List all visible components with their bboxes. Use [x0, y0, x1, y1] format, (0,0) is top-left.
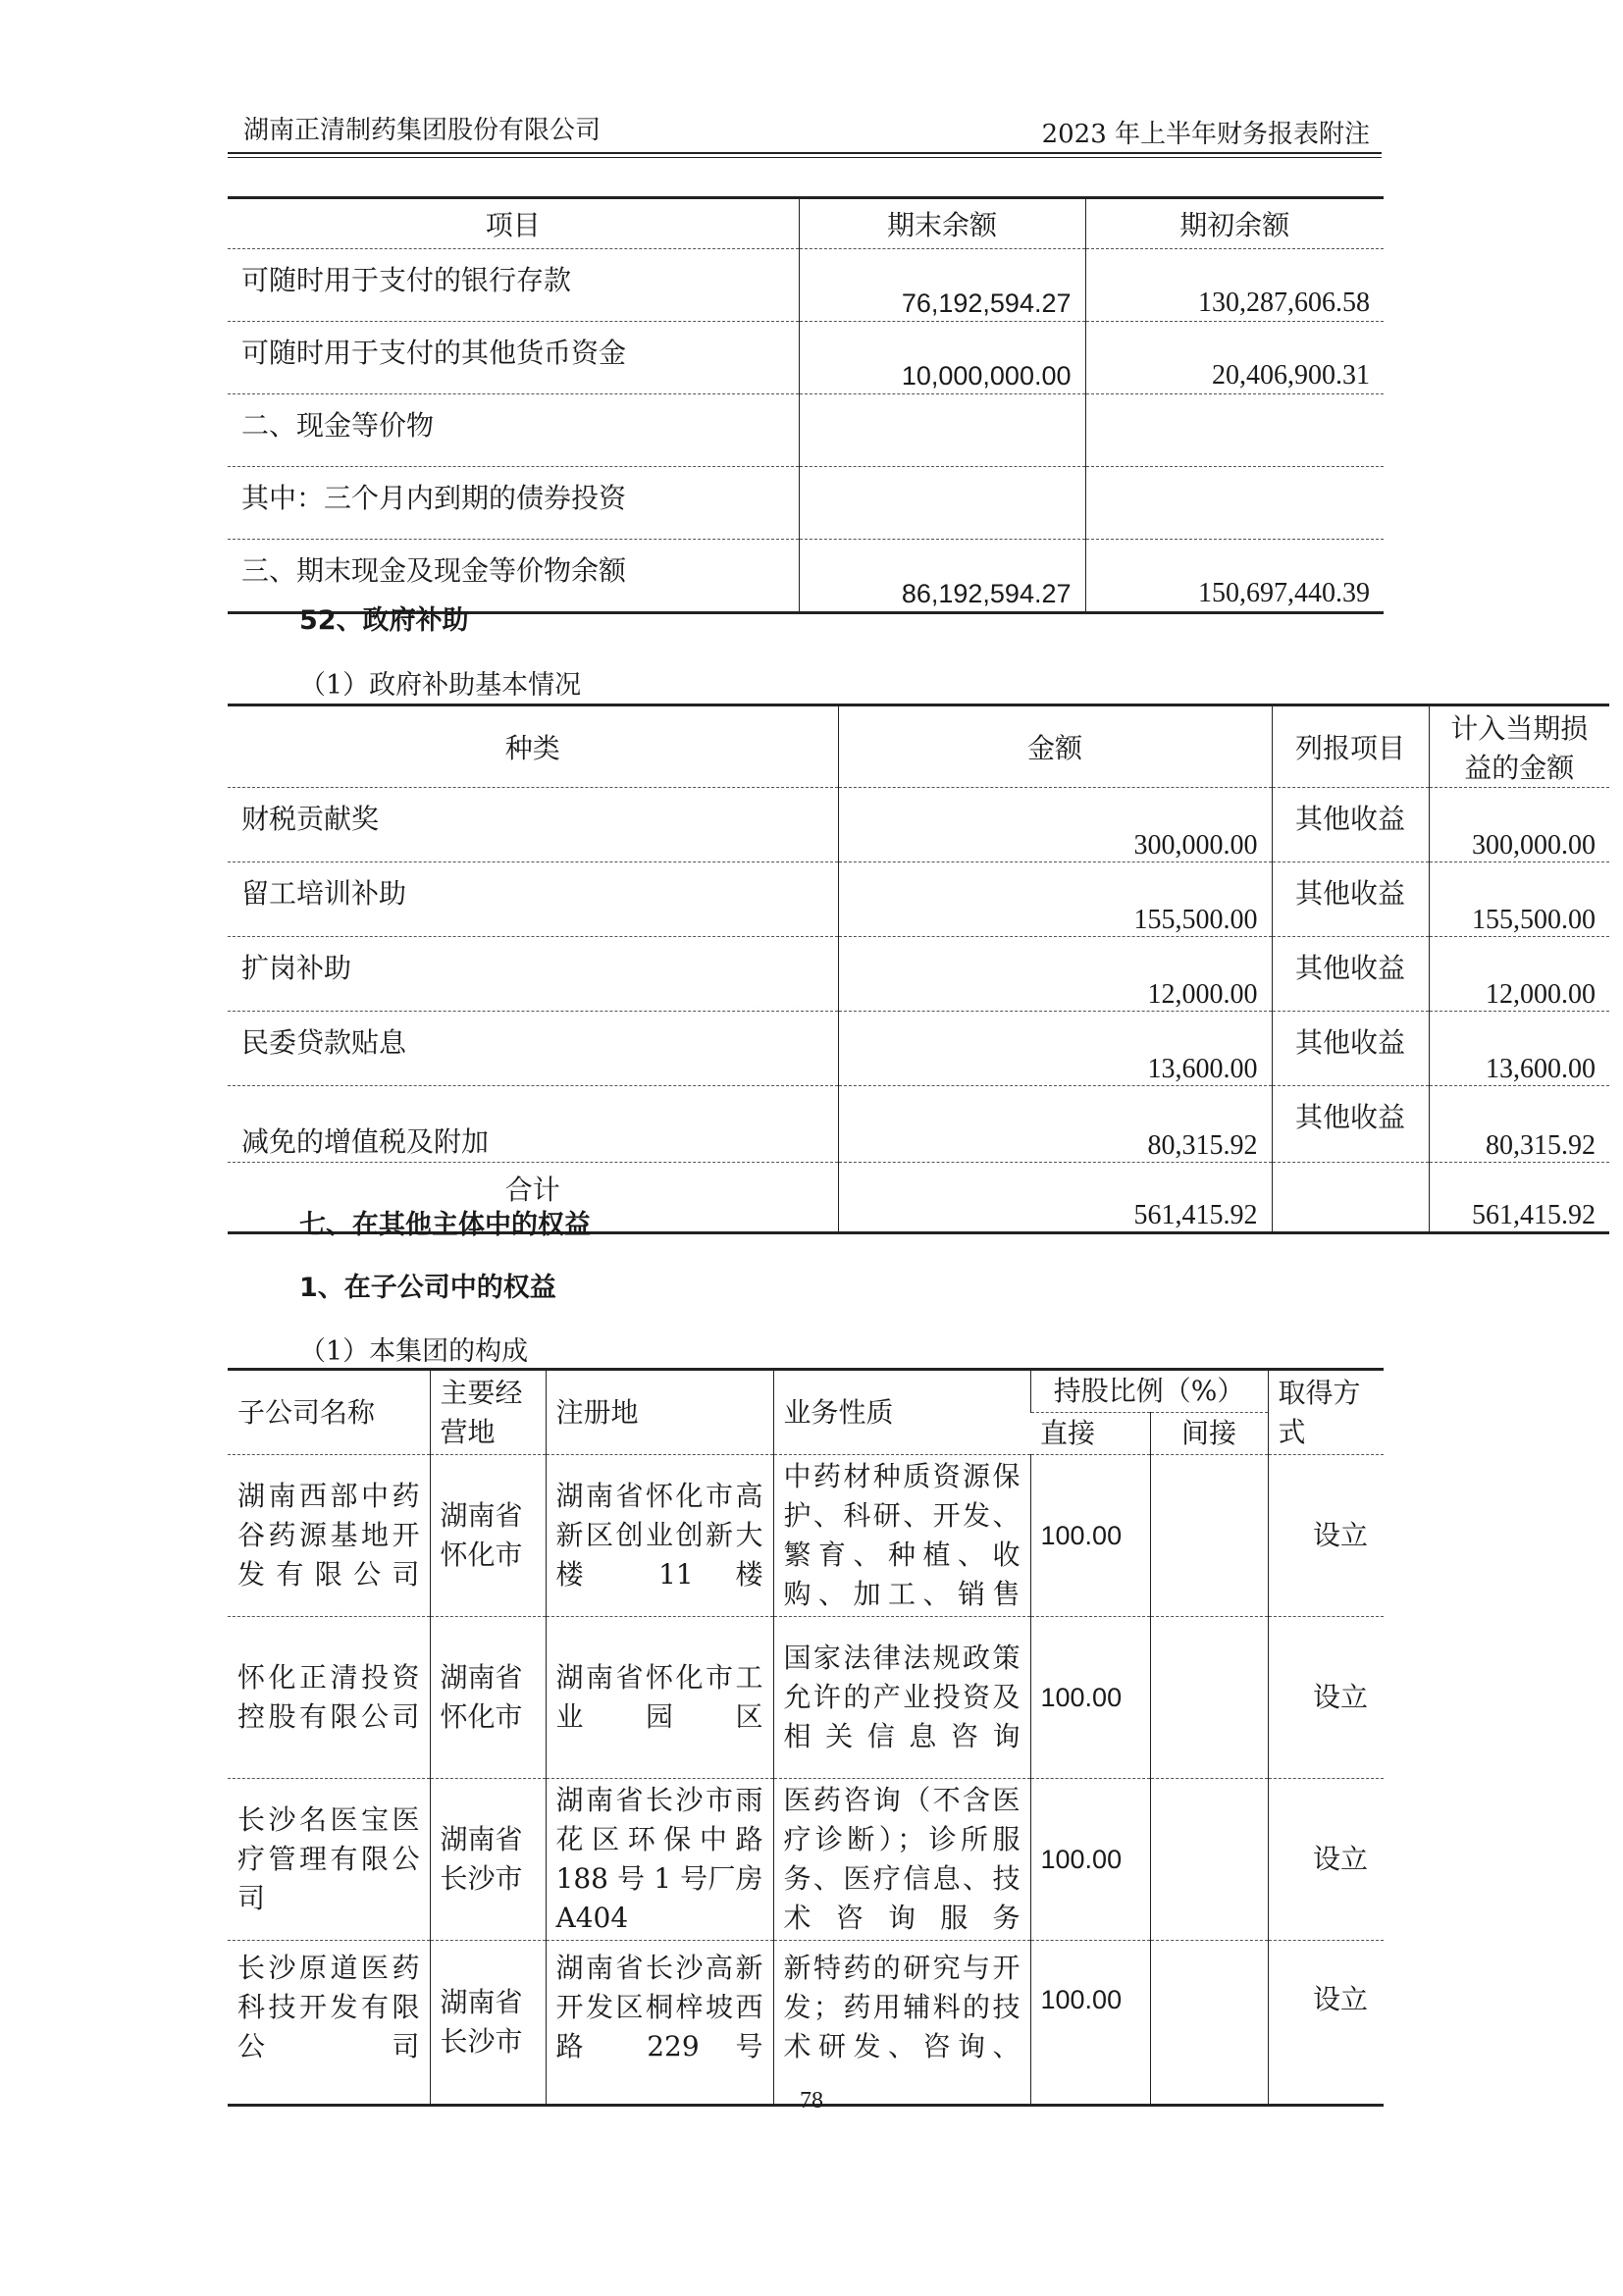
- header-amount: 金额: [838, 705, 1272, 788]
- row-kind: 民委贷款贴息: [228, 1012, 838, 1086]
- row-registered-place: 湖南省怀化市工业园区: [546, 1617, 773, 1779]
- header-registered-place: 注册地: [546, 1370, 773, 1455]
- header-report-title: 2023 年上半年财务报表附注: [1041, 120, 1370, 149]
- row-report-item: 其他收益: [1272, 1012, 1429, 1086]
- row-registered-place: 湖南省怀化市高新区创业创新大楼 11 楼: [546, 1455, 773, 1617]
- row-main-place: 湖南省长沙市: [430, 1779, 546, 1941]
- row-amount: 155,500.00: [838, 862, 1272, 937]
- row-subsidiary-name: 长沙原道医药科技开发有限公司: [228, 1941, 430, 2106]
- row-end-balance: 86,192,594.27: [799, 540, 1085, 613]
- row-subsidiary-name: 湖南西部中药谷药源基地开发有限公司: [228, 1455, 430, 1617]
- row-indirect: [1150, 1941, 1268, 2106]
- page-number: 78: [800, 2088, 823, 2113]
- row-subsidiary-name: 怀化正清投资控股有限公司: [228, 1617, 430, 1779]
- row-acquisition-method: 设立: [1268, 1941, 1384, 2106]
- header-subsidiary-name: 子公司名称: [237, 1395, 376, 1429]
- row-indirect: [1150, 1617, 1268, 1779]
- row-amount: 12,000.00: [838, 937, 1272, 1012]
- table-row: [228, 1617, 1384, 1779]
- header-acquisition-method: 取得方式: [1268, 1370, 1384, 1455]
- row-end-balance: 10,000,000.00: [799, 322, 1085, 394]
- table-header-row: [228, 198, 1384, 249]
- row-registered-place: 湖南省长沙高新开发区桐梓坡西路 229 号: [546, 1941, 773, 2106]
- row-acquisition-method: 设立: [1268, 1455, 1384, 1617]
- row-end-balance: [799, 467, 1085, 540]
- table-row: [228, 249, 1384, 322]
- table-row: [228, 862, 1609, 937]
- header-indirect: 间接: [1150, 1413, 1268, 1455]
- table-row: [228, 394, 1384, 467]
- row-main-place: 湖南省怀化市: [430, 1455, 546, 1617]
- table-row: [228, 1941, 1384, 2106]
- row-acquisition-method: 设立: [1268, 1617, 1384, 1779]
- row-indirect: [1150, 1779, 1268, 1941]
- row-begin-balance: 150,697,440.39: [1085, 540, 1384, 613]
- table-row: [228, 788, 1609, 862]
- table-row: [228, 322, 1384, 394]
- table-row: [228, 1012, 1609, 1086]
- table-header-row: [228, 1370, 1384, 1413]
- table-row: [228, 467, 1384, 540]
- row-report-item: 其他收益: [1272, 937, 1429, 1012]
- total-amount: 561,415.92: [838, 1163, 1272, 1233]
- row-pl-amount: 80,315.92: [1429, 1086, 1609, 1163]
- row-report-item: 其他收益: [1272, 1086, 1429, 1163]
- row-registered-place: 湖南省长沙市雨花区环保中路 188 号 1 号厂房 A404: [546, 1779, 773, 1941]
- row-pl-amount: 300,000.00: [1429, 788, 1609, 862]
- section-52-subtitle: （1）政府补助基本情况: [299, 670, 582, 701]
- header-end-balance: 期末余额: [799, 198, 1085, 249]
- row-kind: 减免的增值税及附加: [228, 1086, 838, 1163]
- row-begin-balance: 130,287,606.58: [1085, 249, 1384, 322]
- row-main-place: 湖南省怀化市: [430, 1617, 546, 1779]
- table-row: [228, 1455, 1384, 1617]
- table-row: [228, 1779, 1384, 1941]
- row-direct: 100.00: [1030, 1941, 1150, 2106]
- row-pl-amount: 13,600.00: [1429, 1012, 1609, 1086]
- row-report-item: 其他收益: [1272, 862, 1429, 937]
- table-row: [228, 937, 1609, 1012]
- row-item: 二、现金等价物: [228, 394, 799, 467]
- row-direct: 100.00: [1030, 1455, 1150, 1617]
- row-begin-balance: 20,406,900.31: [1085, 322, 1384, 394]
- row-amount: 80,315.92: [838, 1086, 1272, 1163]
- total-report-item: [1272, 1163, 1429, 1233]
- row-business: 国家法律法规政策允许的产业投资及相关信息咨询: [773, 1617, 1030, 1779]
- row-item: 三、期末现金及现金等价物余额: [228, 540, 799, 613]
- header-share-ratio: 持股比例（%）: [1030, 1370, 1268, 1413]
- row-indirect: [1150, 1455, 1268, 1617]
- header-report-item: 列报项目: [1272, 705, 1429, 788]
- subsidiary-table: [228, 1368, 1384, 2107]
- row-item: 其中：三个月内到期的债券投资: [228, 467, 799, 540]
- section-7-sub2: （1）本集团的构成: [299, 1336, 529, 1367]
- row-amount: 300,000.00: [838, 788, 1272, 862]
- row-end-balance: [799, 394, 1085, 467]
- row-business: 医药咨询（不含医疗诊断）；诊所服务、医疗信息、技术咨询服务: [773, 1779, 1030, 1941]
- row-item: 可随时用于支付的银行存款: [228, 249, 799, 322]
- row-direct: 100.00: [1030, 1617, 1150, 1779]
- table-header-row: [228, 705, 1609, 788]
- row-subsidiary-name: 长沙名医宝医疗管理有限公司: [228, 1779, 430, 1941]
- row-item: 可随时用于支付的其他货币资金: [228, 322, 799, 394]
- header-rule: [228, 152, 1382, 154]
- total-pl-amount: 561,415.92: [1429, 1163, 1609, 1233]
- header-kind: 种类: [504, 732, 560, 764]
- row-kind: 扩岗补助: [228, 937, 838, 1012]
- table-row: [228, 1086, 1609, 1163]
- section-7-sub1: 1、在子公司中的权益: [299, 1273, 556, 1303]
- row-amount: 13,600.00: [838, 1012, 1272, 1086]
- row-direct: 100.00: [1030, 1779, 1150, 1941]
- row-begin-balance: [1085, 467, 1384, 540]
- row-business: 中药材种质资源保护、科研、开发、繁育、种植、收购、加工、销售: [773, 1455, 1030, 1617]
- cash-equivalents-table: [228, 196, 1384, 614]
- row-business: 新特药的研究与开发；药用辅料的技术研发、咨询、: [773, 1941, 1030, 2106]
- row-report-item: 其他收益: [1272, 788, 1429, 862]
- total-label: 合计: [228, 1163, 838, 1233]
- header-business: 业务性质: [773, 1370, 1030, 1455]
- row-acquisition-method: 设立: [1268, 1779, 1384, 1941]
- header-company: 湖南正清制药集团股份有限公司: [243, 116, 602, 145]
- header-rule-thin: [228, 157, 1382, 158]
- section-7-title: 七、在其他主体中的权益: [299, 1210, 591, 1240]
- row-pl-amount: 155,500.00: [1429, 862, 1609, 937]
- government-grant-table: [228, 704, 1609, 1234]
- row-kind: 留工培训补助: [228, 862, 838, 937]
- header-begin-balance: 期初余额: [1085, 198, 1384, 249]
- row-end-balance: 76,192,594.27: [799, 249, 1085, 322]
- row-kind: 财税贡献奖: [228, 788, 838, 862]
- row-main-place: 湖南省长沙市: [430, 1941, 546, 2106]
- section-52-title: 52、政府补助: [299, 605, 469, 636]
- row-begin-balance: [1085, 394, 1384, 467]
- header-direct: 直接: [1030, 1413, 1150, 1455]
- row-pl-amount: 12,000.00: [1429, 937, 1609, 1012]
- header-main-place: 主要经营地: [430, 1370, 546, 1455]
- header-pl-amount: 计入当期损益的金额: [1429, 705, 1609, 788]
- header-item: 项目: [485, 209, 541, 241]
